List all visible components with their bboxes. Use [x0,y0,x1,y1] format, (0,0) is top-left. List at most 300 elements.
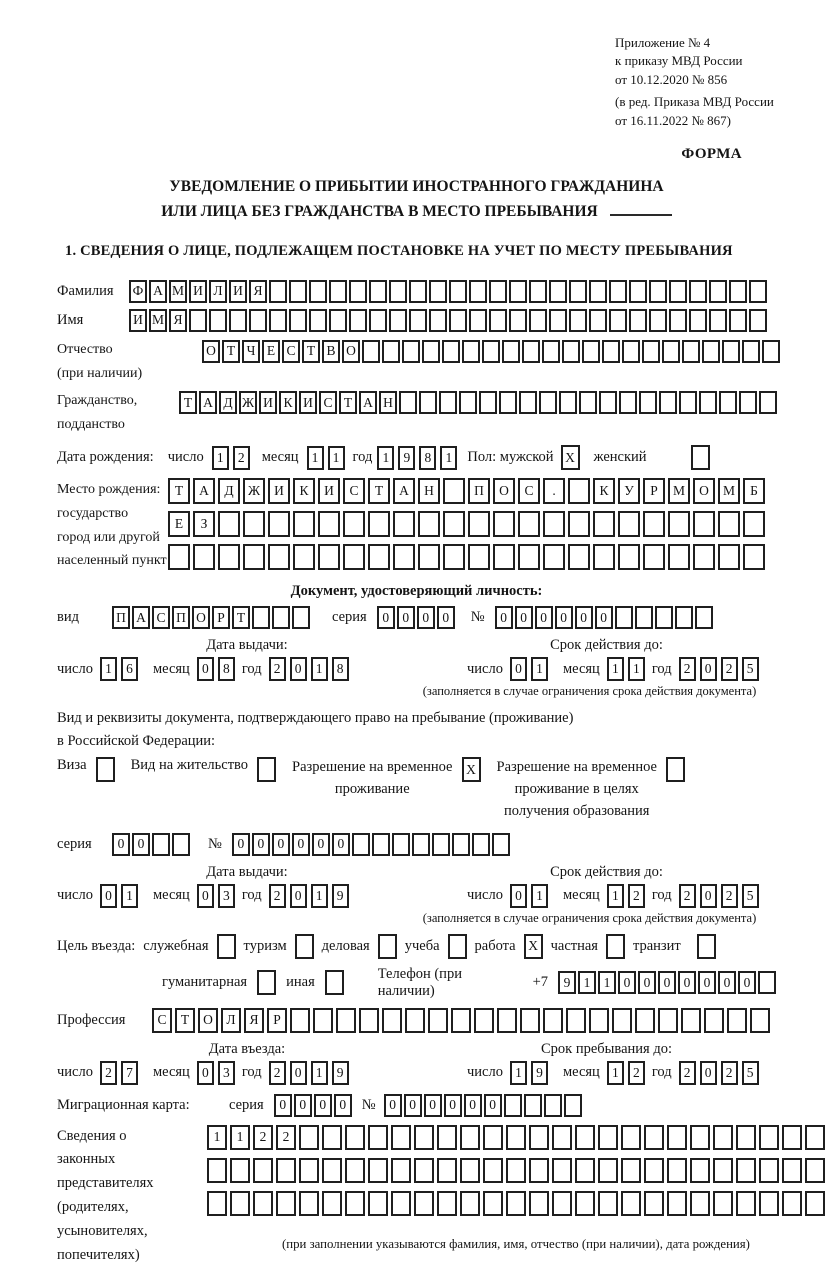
char-cell-empty [289,280,307,303]
char-cell-empty [249,309,267,332]
char-cell-empty [666,757,685,782]
char-cell-filled: X [561,445,580,470]
char-cell-empty [382,1008,402,1033]
char-cell-filled: О [198,1008,218,1033]
residence-doc-series-row [57,833,776,856]
char-cell-filled: Н [379,391,397,414]
residence-doc-type-row [57,757,776,822]
char-cell-empty [189,309,207,332]
char-cell-empty [662,340,680,363]
sex-female-checkbox [691,445,710,470]
char-cell-filled: И [259,391,277,414]
patronymic-cells [202,340,780,363]
char-cell-filled: Я [249,280,267,303]
guardians-cells-row1 [207,1125,825,1150]
char-cell-filled: 2 [721,1061,738,1085]
char-cell-empty [382,340,400,363]
purpose-transit-checkbox [697,934,716,959]
char-cell-filled: 0 [274,1094,292,1117]
purpose-official-checkbox [217,934,236,959]
char-cell-filled: 1 [531,657,548,681]
char-cell-filled: М [149,309,167,332]
number-label: № [208,835,222,852]
char-cell-filled: 2 [721,884,738,908]
char-cell-empty [429,309,447,332]
char-cell-empty [542,340,560,363]
char-cell-filled: Р [643,478,665,504]
char-cell-filled: М [169,280,187,303]
char-cell-filled: В [322,340,340,363]
char-cell-filled: 5 [742,884,759,908]
char-cell-empty [392,833,410,856]
char-cell-filled: 2 [628,1061,645,1085]
char-cell-empty [713,1125,733,1150]
char-cell-filled: Т [302,340,320,363]
char-cell-filled: 0 [495,606,513,629]
char-cell-empty [322,1158,342,1183]
char-cell-empty [736,1158,756,1183]
residence-permit-checkbox [257,757,276,782]
appendix-line: к приказу МВД России [615,53,743,69]
char-cell-empty [679,391,697,414]
char-cell-empty [474,1008,494,1033]
char-cell-empty [343,511,365,537]
char-cell-empty [602,340,620,363]
char-cell-filled: С [152,606,170,629]
char-cell-empty [209,309,227,332]
purpose-private-label: частная [550,937,598,954]
char-cell-empty [529,309,547,332]
char-cell-filled: А [193,478,215,504]
char-cell-empty [349,309,367,332]
id-valid-date: число 0 1 месяц 1 1 год 2 0 2 5 [437,657,776,681]
char-cell-empty [391,1158,411,1183]
char-cell-empty [268,544,290,570]
appendix-line: (в ред. Приказа МВД России [615,94,774,110]
char-cell-filled: 0 [700,884,717,908]
char-cell-empty [230,1191,250,1216]
purpose-humanitarian-checkbox [257,970,276,995]
char-cell-filled: 9 [332,1061,349,1085]
char-cell-filled: Т [168,478,190,504]
char-cell-filled: П [112,606,130,629]
char-cell-empty [598,1191,618,1216]
char-cell-filled: 3 [218,1061,235,1085]
entry-day-cells [100,1061,138,1085]
doc-series-cells [377,606,455,629]
char-cell-filled: 1 [100,657,117,681]
purpose-official-label: служебная [143,937,209,954]
char-cell-empty [253,1191,273,1216]
char-cell-filled: Т [179,391,197,414]
char-cell-empty [582,340,600,363]
char-cell-filled: 0 [510,884,527,908]
char-cell-empty [682,340,700,363]
char-cell-filled: А [359,391,377,414]
appendix-line: от 16.11.2022 № 867) [615,112,732,128]
char-cell-empty [276,1191,296,1216]
char-cell-filled: О [342,340,360,363]
char-cell-filled: 2 [269,657,286,681]
id-issue-date: число 1 6 месяц 0 8 год 2 0 1 8 [57,657,437,681]
char-cell-empty [418,511,440,537]
char-cell-empty [439,391,457,414]
char-cell-filled: 2 [253,1125,273,1150]
residence-issue-date: число 0 1 месяц 0 3 год 2 0 1 9 [57,884,437,908]
visa-label: Виза [57,757,87,774]
char-cell-filled: 2 [628,884,645,908]
char-cell-empty [482,340,500,363]
char-cell-empty [432,833,450,856]
stay-day-cells [510,1061,548,1085]
char-cell-filled: 0 [698,971,716,994]
char-cell-empty [639,391,657,414]
patronymic-row [57,338,776,386]
appendix-line: от 10.12.2020 № 856 [615,71,728,87]
char-cell-filled: Т [232,606,250,629]
char-cell-empty [419,391,437,414]
temp-residence-edu-checkbox [666,757,685,782]
char-cell-empty [448,934,467,959]
series-label: серия [332,609,367,626]
char-cell-empty [552,1191,572,1216]
char-cell-filled: З [193,511,215,537]
char-cell-filled: 1 [328,446,345,470]
char-cell-empty [493,511,515,537]
char-cell-filled: 9 [398,446,415,470]
birthplace-cells-row2 [168,511,765,537]
char-cell-empty [713,1191,733,1216]
char-cell-empty [519,391,537,414]
char-cell-filled: 0 [437,606,455,629]
char-cell-empty [299,1125,319,1150]
char-cell-empty [499,391,517,414]
char-cell-filled: О [693,478,715,504]
stay-year-cells [679,1061,759,1085]
char-cell-empty [502,340,520,363]
char-cell-empty [472,833,490,856]
char-cell-filled: 0 [700,657,717,681]
birthplace-label: Место рождения: государство город или другой населенный пункт [57,482,167,569]
char-cell-filled: 8 [332,657,349,681]
entry-date-header: Дата въезда: [208,1040,286,1057]
char-cell-filled: 0 [404,1094,422,1117]
id-valid-day-cells [510,657,548,681]
char-cell-empty [483,1191,503,1216]
char-cell-empty [289,309,307,332]
char-cell-empty [618,544,640,570]
char-cell-empty [568,478,590,504]
day-label: число [167,449,204,466]
char-cell-empty [506,1125,526,1150]
char-cell-filled: С [343,478,365,504]
residence-issue-year-cells [269,884,349,908]
profession-label: Профессия [57,1011,126,1028]
char-cell-empty [230,1158,250,1183]
char-cell-filled: 2 [269,1061,286,1085]
char-cell-empty [243,511,265,537]
char-cell-empty [529,1125,549,1150]
purpose-business-label: деловая [321,937,370,954]
char-cell-filled: 1 [212,446,229,470]
char-cell-empty [442,340,460,363]
char-cell-empty [552,1158,572,1183]
char-cell-empty [389,280,407,303]
char-cell-filled: О [192,606,210,629]
identity-doc-row [57,606,776,629]
char-cell-empty [489,309,507,332]
char-cell-empty [566,1008,586,1033]
char-cell-empty [709,280,727,303]
citizenship-label: Гражданство, подданство [57,393,138,433]
char-cell-empty [460,1191,480,1216]
purpose-transit-label: транзит [632,937,681,954]
char-cell-empty [699,391,717,414]
char-cell-empty [559,391,577,414]
char-cell-empty [575,1191,595,1216]
char-cell-empty [629,309,647,332]
char-cell-empty [736,1191,756,1216]
entry-dates-row [57,1061,776,1085]
char-cell-filled: Ж [239,391,257,414]
char-cell-filled: И [229,280,247,303]
char-cell-empty [621,1158,641,1183]
entry-date-group: число 2 7 месяц 0 3 год 2 0 1 9 [57,1061,437,1085]
char-cell-empty [562,340,580,363]
char-cell-empty [493,544,515,570]
char-cell-filled: Л [209,280,227,303]
purpose-study-checkbox [448,934,467,959]
char-cell-filled: 0 [510,657,527,681]
char-cell-filled: 5 [742,657,759,681]
char-cell-filled: Т [175,1008,195,1033]
char-cell-empty [593,511,615,537]
birthplace-row [57,478,776,575]
char-cell-filled: А [393,478,415,504]
char-cell-filled: 0 [252,833,270,856]
char-cell-empty [758,971,776,994]
char-cell-empty [709,309,727,332]
char-cell-empty [589,280,607,303]
char-cell-filled: X [462,757,481,782]
char-cell-filled: Н [418,478,440,504]
char-cell-empty [575,1125,595,1150]
char-cell-filled: 5 [742,1061,759,1085]
char-cell-empty [598,1158,618,1183]
char-cell-empty [309,309,327,332]
char-cell-filled: 2 [679,884,696,908]
char-cell-empty [759,1158,779,1183]
char-cell-empty [697,934,716,959]
month-label: месяц [261,449,299,466]
char-cell-empty [750,1008,770,1033]
valid-until-header: Срок действия до: [550,637,663,654]
char-cell-filled: С [518,478,540,504]
char-cell-empty [568,511,590,537]
char-cell-empty [518,544,540,570]
char-cell-empty [729,309,747,332]
char-cell-empty [759,391,777,414]
appendix-reference [615,34,776,130]
char-cell-empty [635,1008,655,1033]
char-cell-empty [642,340,660,363]
entry-year-cells [269,1061,349,1085]
char-cell-empty [529,280,547,303]
forma-label: ФОРМА [681,146,742,163]
char-cell-filled: 1 [311,657,328,681]
char-cell-empty [193,544,215,570]
char-cell-empty [369,280,387,303]
temp-residence-label: Разрешение на временное проживание [292,759,453,798]
residence-permit-label: Вид на жительство [130,757,249,774]
char-cell-empty [729,280,747,303]
char-cell-empty [405,1008,425,1033]
char-cell-filled: 0 [595,606,613,629]
char-cell-empty [609,309,627,332]
char-cell-filled: М [718,478,740,504]
purpose-tourism-label: туризм [243,937,287,954]
char-cell-empty [469,280,487,303]
char-cell-filled: X [524,934,543,959]
appendix-line: Приложение № 4 [615,35,711,50]
char-cell-filled: 9 [332,884,349,908]
char-cell-empty [743,544,765,570]
stay-month-cells [607,1061,645,1085]
char-cell-empty [658,1008,678,1033]
sex-male-checkbox [561,445,580,470]
char-cell-empty [409,309,427,332]
char-cell-empty [468,544,490,570]
char-cell-filled: 0 [197,1061,214,1085]
char-cell-empty [659,391,677,414]
char-cell-empty [362,340,380,363]
residence-dates-headers [57,864,776,881]
char-cell-empty [418,544,440,570]
char-cell-empty [669,309,687,332]
char-cell-empty [318,544,340,570]
char-cell-filled: 1 [598,971,616,994]
char-cell-filled: 0 [700,1061,717,1085]
char-cell-empty [217,934,236,959]
char-cell-filled: К [593,478,615,504]
citizenship-row [57,389,776,437]
section1-heading: 1. СВЕДЕНИЯ О ЛИЦЕ, ПОДЛЕЖАЩЕМ ПОСТАНОВКЕ НА УЧЕТ ПО МЕСТУ ПРЕБЫВАНИЯ [65,242,733,259]
residence-valid-year-cells [679,884,759,908]
id-issue-year-cells [269,657,349,681]
char-cell-filled: 1 [607,1061,624,1085]
char-cell-empty [422,340,440,363]
char-cell-empty [459,391,477,414]
char-cell-empty [318,511,340,537]
char-cell-filled: 0 [575,606,593,629]
char-cell-empty [290,1008,310,1033]
visa-option [57,757,115,782]
residence-doc-paragraph: Вид и реквизиты документа, подтверждающего право на пребывание (проживание) в Российской Федерации: [57,710,574,750]
residence-issue-month-cells [197,884,235,908]
char-cell-empty [575,1158,595,1183]
birth-date-label: Дата рождения: [57,449,154,466]
char-cell-empty [449,309,467,332]
char-cell-empty [693,544,715,570]
char-cell-empty [667,1158,687,1183]
char-cell-empty [269,280,287,303]
char-cell-filled: И [129,309,147,332]
char-cell-empty [504,1094,522,1117]
char-cell-filled: О [202,340,220,363]
char-cell-filled: Я [244,1008,264,1033]
char-cell-filled: У [618,478,640,504]
char-cell-empty [667,1191,687,1216]
char-cell-empty [524,1094,542,1117]
id-valid-year-cells [679,657,759,681]
char-cell-empty [391,1125,411,1150]
char-cell-empty [539,391,557,414]
given-name-label: Имя [57,311,84,328]
char-cell-filled: 8 [419,446,436,470]
char-cell-filled: 0 [112,833,130,856]
profession-cells [152,1008,770,1033]
birth-day-cells [212,446,250,470]
char-cell-filled: С [319,391,337,414]
phone-prefix: +7 [532,974,548,991]
char-cell-empty [345,1158,365,1183]
char-cell-filled: И [268,478,290,504]
char-cell-empty [437,1191,457,1216]
char-cell-filled: С [152,1008,172,1033]
char-cell-filled: А [199,391,217,414]
char-cell-filled: 1 [440,446,457,470]
char-cell-empty [429,280,447,303]
guardians-cells-block [207,1125,825,1252]
char-cell-empty [292,606,310,629]
char-cell-filled: Д [218,478,240,504]
char-cell-filled: 0 [417,606,435,629]
char-cell-empty [369,309,387,332]
issue-date-header: Дата выдачи: [206,637,288,654]
residence-valid-month-cells [607,884,645,908]
char-cell-empty [437,1158,457,1183]
char-cell-empty [522,340,540,363]
guardians-cells-row2 [207,1158,825,1183]
char-cell-empty [268,511,290,537]
char-cell-filled: 0 [397,606,415,629]
entry-dates-headers [57,1041,776,1058]
char-cell-empty [612,1008,632,1033]
char-cell-empty [428,1008,448,1033]
char-cell-empty [368,1125,388,1150]
char-cell-empty [549,309,567,332]
char-cell-empty [518,511,540,537]
purpose-work-label: работа [474,937,516,954]
char-cell-empty [218,544,240,570]
residence-dates-row [57,884,776,908]
char-cell-empty [352,833,370,856]
char-cell-filled: 2 [276,1125,296,1150]
char-cell-empty [276,1158,296,1183]
char-cell-filled: И [318,478,340,504]
char-cell-filled: 1 [230,1125,250,1150]
doc-type-label: вид [57,609,79,626]
char-cell-empty [402,340,420,363]
char-cell-filled: Е [168,511,190,537]
char-cell-empty [389,309,407,332]
char-cell-filled: 0 [290,657,307,681]
char-cell-filled: 3 [218,884,235,908]
char-cell-filled: 0 [290,1061,307,1085]
birthplace-cells-row1 [168,478,765,504]
char-cell-filled: П [172,606,190,629]
char-cell-empty [805,1158,825,1183]
